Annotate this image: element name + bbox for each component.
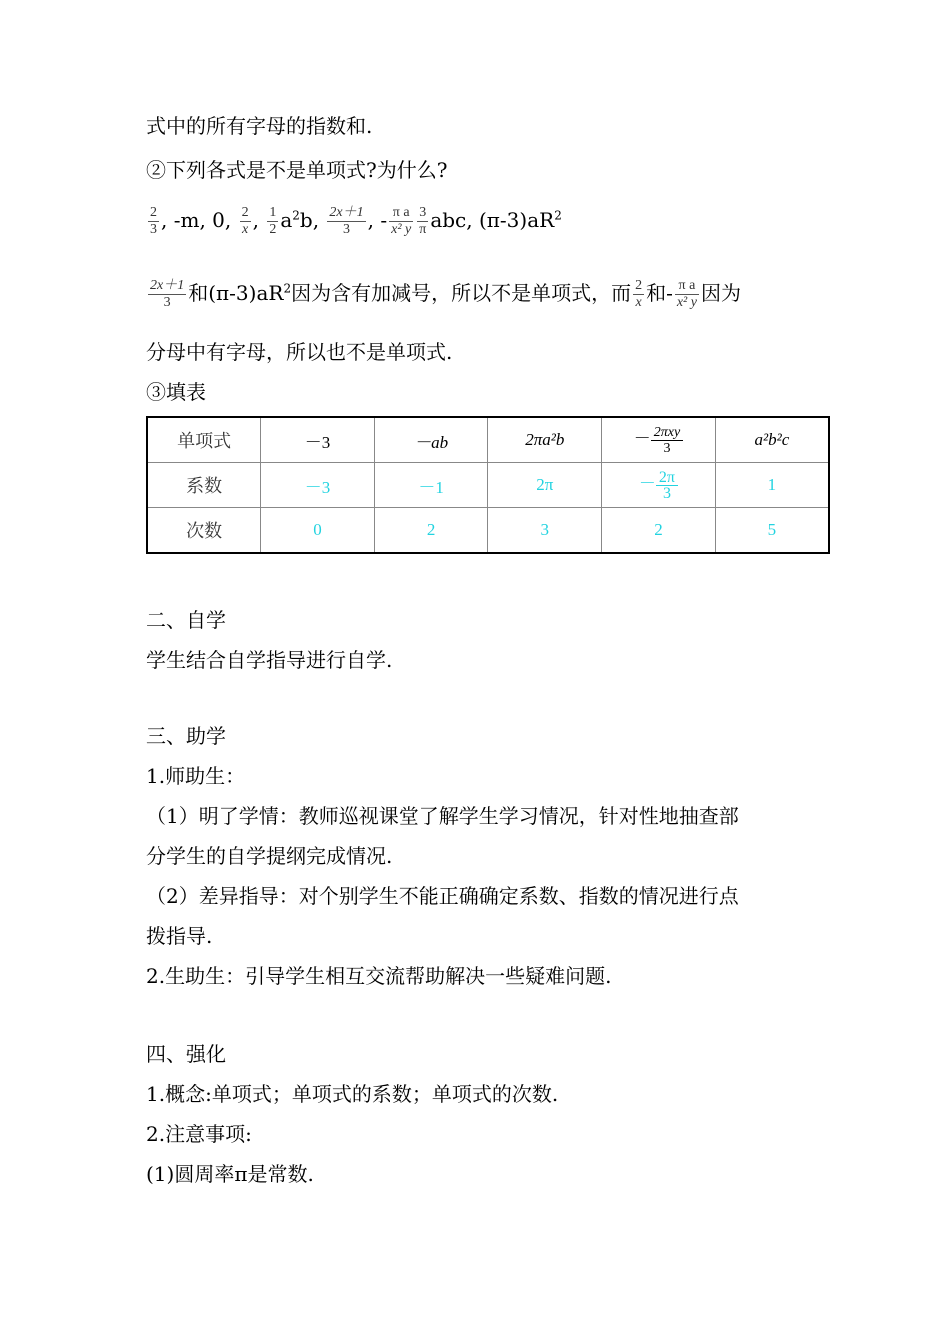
section-4-title: 四、强化 <box>146 1042 226 1066</box>
fraction-2x1-3: $\frac{2x+1}{3}$ <box>329 205 364 237</box>
section-3-item-1a-cont: 分学生的自学提纲完成情况. <box>146 844 393 868</box>
table-cell: 5 <box>715 508 829 554</box>
table-cell: 2 <box>602 508 716 554</box>
table-cell: 1 <box>715 463 829 508</box>
table-cell: 2πa²b <box>488 417 602 463</box>
section-3-title: 三、助学 <box>146 724 226 748</box>
question-3: ③填表 <box>146 380 206 404</box>
section-4-item-2a: (1)圆周率π是常数. <box>146 1162 314 1186</box>
table-cell: 3 <box>488 508 602 554</box>
table-cell: －3 <box>261 463 375 508</box>
fraction-2-x-b: $\frac{2}{x}$ <box>635 278 643 310</box>
fraction-3-pi: $\frac{3}{\pi}$ <box>419 205 427 237</box>
section-3-item-1b: （2）差异指导：对个别学生不能正确确定系数、指数的情况进行点 <box>146 884 739 908</box>
table-cell: 2 <box>374 508 488 554</box>
section-2-title: 二、自学 <box>146 608 226 632</box>
table-row-label: 次数 <box>147 508 261 554</box>
section-2-body: 学生结合自学指导进行自学. <box>146 648 393 672</box>
table-row-label: 系数 <box>147 463 261 508</box>
table-cell: －1 <box>374 463 488 508</box>
section-3-item-1: 1.师助生： <box>146 764 246 788</box>
table-cell: － $\frac{2\pi}{3}$ <box>602 463 716 508</box>
text-line-6: 分母中有字母，所以也不是单项式. <box>146 340 453 364</box>
table-cell: a²b²c <box>715 417 829 463</box>
table-row <box>147 508 829 554</box>
fraction-2x1-3-b: $\frac{2x+1}{3}$ <box>150 278 185 310</box>
table-cell: － $\frac{\text{2πxy}}{3}$ <box>602 417 716 463</box>
reason-line: $\frac{2x+1}{3}$ 和$(\pi-3)aR^2$因为含有加减号，所以不是单项式，而 $\frac{2}{x}$ 和- $\frac{\text{π a}}{\text{x² y}}$ 因为 <box>150 278 741 310</box>
fraction-2-3: $\frac{2}{3}$ <box>150 205 157 237</box>
section-3-item-1a: （1）明了学情：教师巡视课堂了解学生学习情况，针对性地抽查部 <box>146 804 739 828</box>
section-3-item-2: 2.生助生：引导学生相互交流帮助解决一些疑难问题. <box>146 964 612 988</box>
question-2: ②下列各式是不是单项式?为什么? <box>146 158 448 182</box>
expression-list: $\frac{2}{3}$ , -m, 0, $\frac{2}{x}$ , $\frac{1}{2}$ $a^2b$, $\frac{2x+1}{3}$ , - $\frac{\text{π a}}{\text{x² y}}$ $\frac{3}{\pi}$ abc, $(\pi-3)aR^2$ <box>150 205 562 237</box>
table-cell: 0 <box>261 508 375 554</box>
section-4-item-2: 2.注意事项: <box>146 1122 252 1146</box>
fraction-pia-x2y: $\frac{\text{π a}}{\text{x² y}}$ <box>391 205 412 237</box>
fraction-pia-x2y-b: $\frac{\text{π a}}{\text{x² y}}$ <box>676 278 697 310</box>
table-row <box>147 463 829 508</box>
section-3-item-1b-cont: 拨指导. <box>146 924 213 948</box>
fraction-2-x: $\frac{2}{x}$ <box>241 205 249 237</box>
monomial-table <box>146 416 830 554</box>
table-row-label: 单项式 <box>147 417 261 463</box>
table-cell: －ab <box>374 417 488 463</box>
fraction-1-2: $\frac{1}{2}$ <box>269 205 277 237</box>
table-cell: －3 <box>261 417 375 463</box>
section-4-item-1: 1.概念:单项式；单项式的系数；单项式的次数. <box>146 1082 559 1106</box>
text-line-1: 式中的所有字母的指数和. <box>146 114 373 138</box>
table-cell: 2π <box>488 463 602 508</box>
table-row <box>147 417 829 463</box>
